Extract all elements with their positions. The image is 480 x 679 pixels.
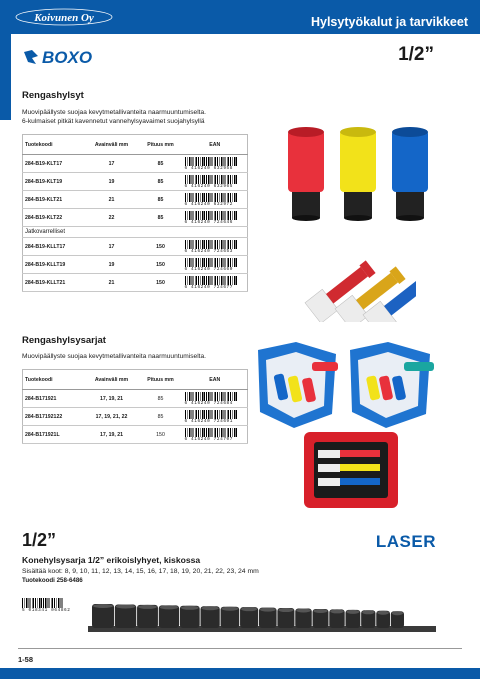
table-row: [23, 155, 248, 173]
rail-sockets: [92, 604, 404, 628]
ean-barcode: 6 416240 632958: [183, 155, 248, 173]
koivunen-logo: [14, 6, 114, 28]
barcode-icon: [185, 157, 237, 166]
rail-socket-top: [160, 605, 178, 609]
product-code: 284-B171921: [23, 390, 85, 408]
product-length: 85: [139, 173, 183, 191]
blue-socket: [392, 127, 428, 221]
rail-socket-top: [377, 611, 389, 615]
table-row: [23, 209, 248, 227]
ean-barcode: 6 416240 724691: [183, 408, 248, 426]
product-table-1: [22, 134, 248, 292]
long-sockets-image: [296, 244, 416, 322]
product-size: 21: [85, 191, 139, 209]
barcode-icon: [185, 193, 237, 202]
rail-socket-top: [138, 605, 157, 609]
barcode-icon: [185, 410, 237, 419]
col-header: EAN: [183, 135, 248, 155]
product-code: Tuotekoodi 258-6486: [22, 577, 83, 584]
col-header: Tuotekoodi: [23, 135, 85, 155]
ean-barcode: 6 416240 724707: [183, 426, 248, 444]
table-row: [23, 426, 248, 444]
table-row: [23, 408, 248, 426]
col-header: EAN: [183, 370, 248, 390]
section1-desc-2: 6-kulmaiset pitkät kavennetut vannehylsyavaimet suojahylsyllä: [22, 118, 205, 125]
barcode-icon: [185, 258, 237, 267]
table-row: [23, 191, 248, 209]
rail-socket-top: [181, 606, 199, 610]
barcode-icon: [185, 392, 237, 401]
ean-barcode: 6 416240 632972: [183, 191, 248, 209]
ean-barcode: 6 416240 724646: [183, 209, 248, 227]
rail-socket-top: [260, 608, 276, 612]
svg-text:BOXO: BOXO: [42, 48, 93, 67]
barcode-icon: [185, 211, 237, 220]
barcode-icon: [185, 240, 237, 249]
table-row: [23, 390, 248, 408]
product-size: 22: [85, 209, 139, 227]
red-case-long-image: [302, 428, 400, 512]
blue-case-4-image: [346, 340, 440, 432]
section1-desc-1: Muovipäällyste suojaa kevytmetallivanteita naarmuuntumiselta.: [22, 109, 206, 116]
product-size: 21: [85, 274, 139, 292]
size-label-bottom: 1/2”: [22, 530, 57, 550]
product-code: 284-B171921L: [23, 426, 85, 444]
table-row: [23, 173, 248, 191]
col-header: Pituus mm: [139, 370, 183, 390]
ean-barcode: 6 416240 724660: [183, 256, 248, 274]
rail-socket-top: [93, 604, 113, 608]
rail-socket-top: [362, 610, 374, 614]
product-sizes-desc: Sisältää koot: 8, 9, 10, 11, 12, 13, 14, 15, 16, 17, 18, 19, 20, 21, 22, 23, 24 mm: [22, 568, 259, 575]
col-header: Avainväli mm: [85, 370, 139, 390]
product-code: 284-B19-KLT17: [23, 155, 85, 173]
table-subheading-row: [23, 227, 248, 238]
col-header: Tuotekoodi: [23, 370, 85, 390]
ean-barcode: 5 018341 064862: [22, 598, 71, 613]
bottom-bar: [0, 668, 480, 679]
table-row: [23, 256, 248, 274]
size-label-top: 1/2”: [398, 44, 434, 65]
ean-barcode: 6 416240 724677: [183, 274, 248, 292]
rail-socket-top: [116, 604, 135, 608]
page-number: 1-58: [18, 655, 34, 664]
product-size: 19: [85, 256, 139, 274]
product-size: 17, 19, 21, 22: [85, 408, 139, 426]
col-header: Pituus mm: [139, 135, 183, 155]
rail-socket-top: [314, 609, 328, 613]
rail-socket-top: [278, 608, 293, 612]
table-row: [23, 238, 248, 256]
rail-socket-top: [296, 609, 311, 613]
product-code: 284-B19-KLT21: [23, 191, 85, 209]
ean-barcode: 6 416240 632965: [183, 173, 248, 191]
boxo-logo: [22, 46, 112, 68]
product-code: 284-B19-KLLT21: [23, 274, 85, 292]
footer-divider: [18, 648, 462, 649]
product-size: 19: [85, 173, 139, 191]
product-code: 284-B19-KLT22: [23, 209, 85, 227]
ean-barcode: 6 416240 724653: [183, 238, 248, 256]
side-tab-marker: [0, 34, 11, 120]
table-row: [23, 274, 248, 292]
product-length: 85: [139, 390, 183, 408]
product-length: 150: [139, 238, 183, 256]
product-code: 284-B19-KLT19: [23, 173, 85, 191]
product-size: 17: [85, 155, 139, 173]
product-code: 284-B19-KLLT19: [23, 256, 85, 274]
product-length: 150: [139, 426, 183, 444]
barcode-icon: [185, 276, 237, 285]
rail-socket-top: [330, 609, 343, 613]
rail-socket-top: [241, 607, 257, 611]
rail-socket-top: [222, 607, 239, 611]
product-size: 17, 19, 21: [85, 426, 139, 444]
section2-desc: Muovipäällyste suojaa kevytmetallivanteita naarmuuntumiselta.: [22, 353, 206, 360]
barcode-icon: [22, 598, 64, 608]
barcode-icon: [185, 428, 237, 437]
rail-socket-top: [347, 610, 360, 614]
short-sockets-image: [282, 126, 442, 226]
product-title-konehylsysarja: Konehylsysarja 1/2” erikoislyhyet, kiskossa: [22, 555, 201, 565]
section-title-rengashylsyt: Rengashylsyt: [22, 90, 84, 101]
red-socket: [288, 127, 324, 221]
product-code: 284-B17192122: [23, 408, 85, 426]
col-header: Avainväli mm: [85, 135, 139, 155]
rail-socket-top: [202, 606, 219, 610]
product-length: 85: [139, 191, 183, 209]
product-table-2: [22, 369, 248, 444]
svg-text:Koivunen Oy: Koivunen Oy: [34, 12, 94, 24]
laser-logo: LASER: [375, 532, 436, 551]
yellow-socket: [340, 127, 376, 221]
socket-rail-image: [86, 602, 438, 638]
blue-case-3-image: [254, 340, 340, 432]
subheading-jatkovarrelliset: Jatkovarrelliset: [23, 227, 248, 238]
page-header-title: Hylsytyökalut ja tarvikkeet: [310, 15, 468, 29]
product-length: 150: [139, 256, 183, 274]
top-header-bar: [0, 0, 480, 34]
product-length: 85: [139, 209, 183, 227]
section-title-rengashylsysarjat: Rengashylsysarjat: [22, 335, 106, 346]
barcode-icon: [185, 175, 237, 184]
rail-socket-top: [392, 611, 403, 615]
product-code: 284-B19-KLLT17: [23, 238, 85, 256]
product-size: 17, 19, 21: [85, 390, 139, 408]
product-size: 17: [85, 238, 139, 256]
product-length: 85: [139, 408, 183, 426]
product-length: 85: [139, 155, 183, 173]
ean-barcode: 6 416240 724684: [183, 390, 248, 408]
product-length: 150: [139, 274, 183, 292]
